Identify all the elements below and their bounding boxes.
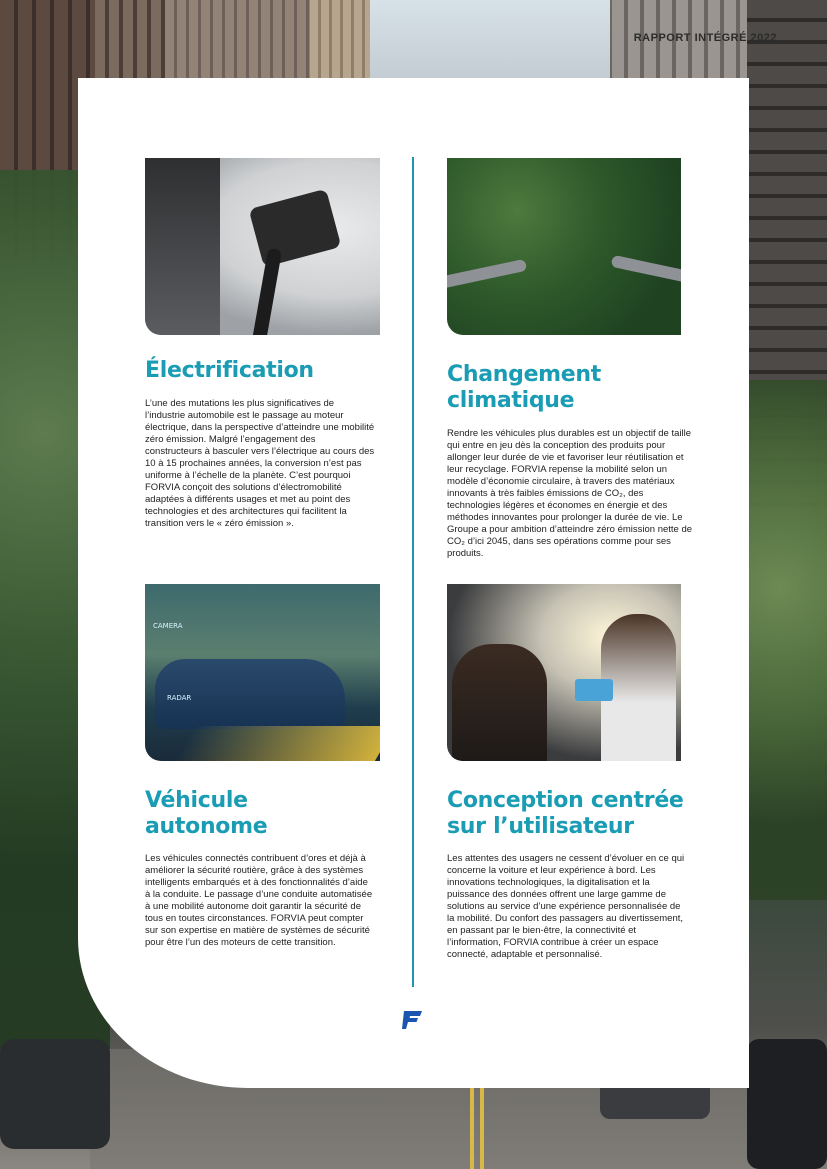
sky: [370, 0, 610, 80]
building-left-3: [165, 0, 310, 80]
section-title-electrification: [145, 358, 314, 384]
photo-detail: [447, 259, 527, 289]
photo-ev-charging: [145, 158, 380, 335]
section-title-line: sur l’utilisateur: [447, 814, 634, 839]
section-body-climate: Rendre les véhicules plus durables est un objectif de taille qui entre en jeu dès la conception des produits pour allonger leur durée de vie et favoriser leur réutilisation et leur recyclage. FORVIA repense la mobilité selon un modèle d’économie circulaire, à travers des matériaux innovants à très faibles émissions de CO₂, des technologies légères et économes en énergie et des méthodes innovantes pour prolonger la durée de vie. Le Groupe a pour ambition d’atteindre zéro émission nette de CO₂ d’ici 2045, dans ses opérations comme pour ses produits.: [447, 428, 693, 559]
section-body-electrification: L’une des mutations les plus significatives de l’industrie automobile est le passage au moteur électrique, dans la perspective d’atteindre une mobilité zéro émission. Malgré l’engagement des constructeurs à basculer vers l’électrique au cours des 10 à 15 prochaines années, la conversion n’est pas uniforme à l’échelle de la planète. C’est pourquoi FORVIA conçoit des solutions d’électromobilité adaptées à différents usages et met au point des technologies et des architectures qui facilitent la transition vers le « zéro émission ».: [145, 398, 375, 529]
photo-car-interior: [447, 584, 681, 761]
photo-detail: [175, 726, 380, 761]
section-title-line: Conception centrée: [447, 788, 684, 813]
section-body-user-centric: Les attentes des usagers ne cessent d’évoluer en ce qui concerne la voiture et leur expérience à bord. Les innovations technologiques, la digitalisation et la puissance des données offrent une large gamme de solutions au service d’une expérience personnalisée de la mobilité. Du confort des passagers au divertissement, en passant par le bien-être, la connectivité et l’information, FORVIA contribue à créer un espace connecté, adaptable et personnalisé.: [447, 853, 685, 960]
report-title: RAPPORT INTÉGRÉ 2022: [633, 32, 777, 44]
column-divider: [412, 157, 414, 987]
section-title-climate: [447, 362, 601, 414]
photo-detail: [249, 189, 342, 268]
photo-detail: [145, 158, 220, 335]
photo-autonomous-car: [145, 584, 380, 761]
section-body-autonomous: Les véhicules connectés contribuent d’ores et déjà à améliorer la sécurité routière, grâce à des systèmes intelligents embarqués et à des fonctionnalités d’aide à la conduite. Le passage d’une conduite automatisée à une mobilité autonome doit garantir la sécurité de tous en toutes circonstances. FORVIA peut compter sur son expertise en matière de systèmes de sécurité pour être l’un des moteurs de cette transition.: [145, 853, 373, 948]
parked-car: [747, 1039, 827, 1169]
photo-detail: [575, 679, 613, 701]
section-title-user-centric: [447, 788, 684, 840]
radar-label: RADAR: [167, 694, 192, 702]
photo-detail: [252, 248, 282, 335]
section-title-line: Électrification: [145, 358, 314, 383]
camera-label: CAMERA: [153, 622, 183, 630]
photo-forest-road: [447, 158, 681, 335]
section-title-autonomous: [145, 788, 267, 840]
section-title-line: Véhicule: [145, 788, 248, 813]
building-middle: [310, 0, 370, 80]
section-title-line: autonome: [145, 814, 268, 839]
section-title-line: Changement: [447, 362, 602, 387]
section-title-line: climatique: [447, 388, 575, 413]
photo-detail: [452, 644, 547, 761]
parked-car: [0, 1039, 110, 1149]
building-left-2: [95, 0, 165, 90]
photo-detail: [611, 255, 681, 283]
forvia-logo-icon: [402, 1010, 424, 1030]
